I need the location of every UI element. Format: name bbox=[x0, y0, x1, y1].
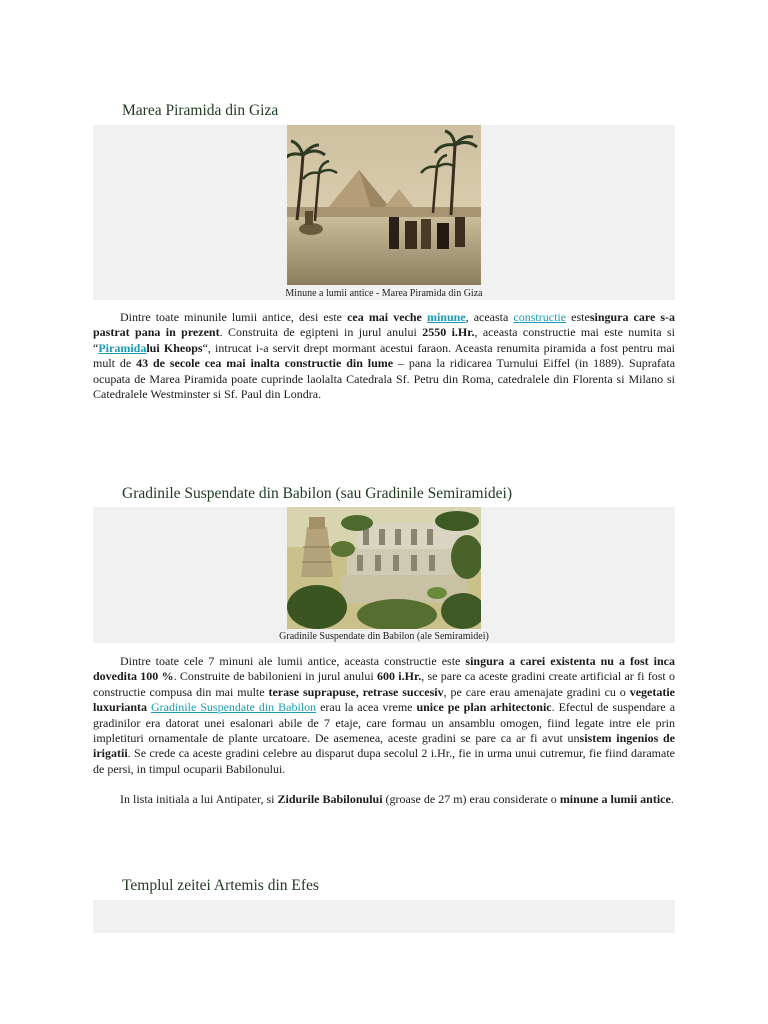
link-constructie[interactable]: constructie bbox=[513, 310, 567, 324]
link-gradinile-suspendate[interactable]: Gradinile Suspendate din Babilon bbox=[150, 700, 317, 715]
paragraph-babilon: Dintre toate cele 7 minuni ale lumii antice, aceasta constructie este singura a carei existenta nu a fost inca dovedita 100 %. Construite de babilonieni in jurul anului 600 i.Hr., se pare ca aceste gradini create artificial ar fi fost o constructie compusa din mai multe terase suprapuse, retrase succesiv, pe care erau amenajate gradini cu o vegetatie luxurianta Gradinile Suspendate din Babilon erau la acea vreme unice pe plan arhitectonic. Efectul de suspendare a gradinilor era datorat unei esalonari abile de 7 etaje, care formau un ansamblu omogen, fiind legate intre ele prin impletituri ornamentale de plante urcatoare. De asemenea, aceste gradini se pare ca ar fi avut unsistem ingenios de irigatii. Se crede ca aceste gradini celebre au disparut dupa secolul 2 i.Hr., fie in urma unui cutremur, fie fiind daramate de persi, in timpul ocuparii Babilonului. bbox=[93, 654, 676, 776]
section-title-artemis: Templul zeitei Artemis din Efes bbox=[122, 877, 319, 894]
hanging-gardens-painting-icon bbox=[287, 507, 481, 629]
figure-caption: Gradinile Suspendate din Babilon (ale Semiramidei) bbox=[279, 631, 489, 642]
link-minune[interactable]: minune bbox=[426, 310, 466, 324]
figure-artemis-placeholder bbox=[93, 900, 675, 933]
figure-babilon bbox=[93, 507, 675, 643]
figure-giza bbox=[93, 125, 675, 300]
paragraph-antipater: In lista initiala a lui Antipater, si Zidurile Babilonului (groase de 27 m) erau considerate o minune a lumii antice. bbox=[120, 792, 674, 806]
paragraph-giza: Dintre toate minunile lumii antice, desi este cea mai veche minune, aceasta constructie estesingura care s-a pastrat pana in prezent. Construita de egipteni in jurul anului 2550 i.Hr., aceasta constructie mai este numita si “Piramidalui Kheops“, intrucat i-a servit drept mormant acestui faraon. Aceasta renumita piramida a fost pentru mai mult de 43 de secole cea mai inalta constructie din lume – pana la ridicarea Turnului Eiffel (in 1889). Suprafata ocupata de Marea Piramida poate cuprinde laolalta Catedrala Sf. Petru din Roma, catedralele din Florenta si Milano si Catedralele Westminster si Sf. Paul din Londra. bbox=[93, 310, 676, 402]
section-title-giza: Marea Piramida din Giza bbox=[122, 102, 279, 119]
figure-caption: Minune a lumii antice - Marea Piramida din Giza bbox=[285, 288, 483, 299]
pyramid-oasis-painting-icon bbox=[287, 125, 481, 285]
link-piramida[interactable]: Piramida bbox=[98, 340, 147, 355]
section-title-babilon: Gradinile Suspendate din Babilon (sau Gradinile Semiramidei) bbox=[122, 485, 512, 502]
